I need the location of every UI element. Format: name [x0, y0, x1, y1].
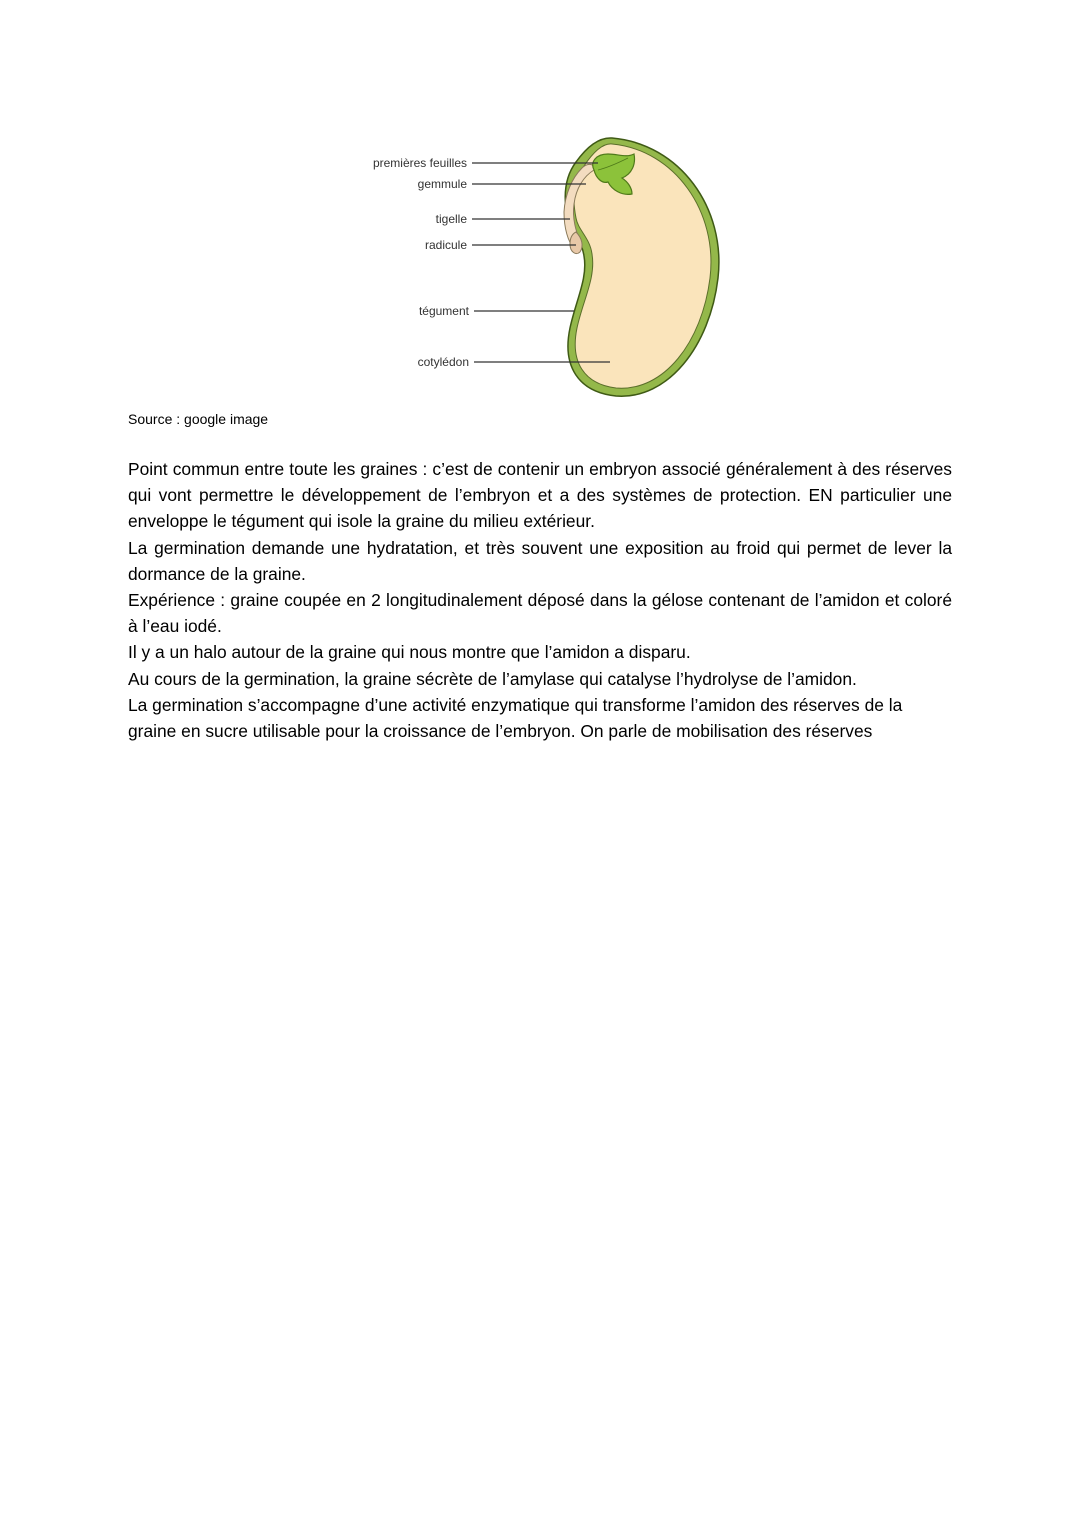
body-text	[128, 456, 952, 744]
label-premieres-feuilles: premières feuilles	[372, 156, 467, 170]
paragraph-halo-observation: Il y a un halo autour de la graine qui nous montre que l’amidon a disparu.	[128, 642, 691, 663]
paragraph-experiment: Expérience : graine coupée en 2 longitudinalement déposé dans la gélose contenant de l’amidon et coloré à l’eau iodé.	[128, 590, 952, 637]
paragraph-reserve-mobilisation: La germination s’accompagne d’une activité enzymatique qui transforme l’amidon des réserves de la graine en sucre utilisable pour la croissance de l’embryon. On parle de mobilisation des réserves	[128, 694, 903, 742]
paragraph-seed-common-point: Point commun entre toute les graines : c’est de contenir un embryon associé généralement à des réserves qui vont permettre le développement de l’embryon et a des systèmes de protection. EN particulier une enveloppe le tégument qui isole la graine du milieu extérieur.	[128, 459, 952, 532]
figure-source-caption: Source : google image	[128, 411, 269, 427]
seed-diagram	[350, 128, 730, 408]
label-radicule: radicule	[424, 238, 467, 252]
label-tegument: tégument	[418, 304, 469, 318]
label-tigelle: tigelle	[435, 212, 467, 226]
paragraph-amylase: Au cours de la germination, la graine sécrète de l’amylase qui catalyse l’hydrolyse de l’amidon.	[128, 668, 857, 689]
label-gemmule: gemmule	[417, 177, 467, 191]
label-cotyledon: cotylédon	[417, 355, 469, 369]
paragraph-germination-conditions: La germination demande une hydratation, et très souvent une exposition au froid qui permet de lever la dormance de la graine.	[128, 537, 952, 584]
seed-diagram-svg	[350, 128, 730, 408]
